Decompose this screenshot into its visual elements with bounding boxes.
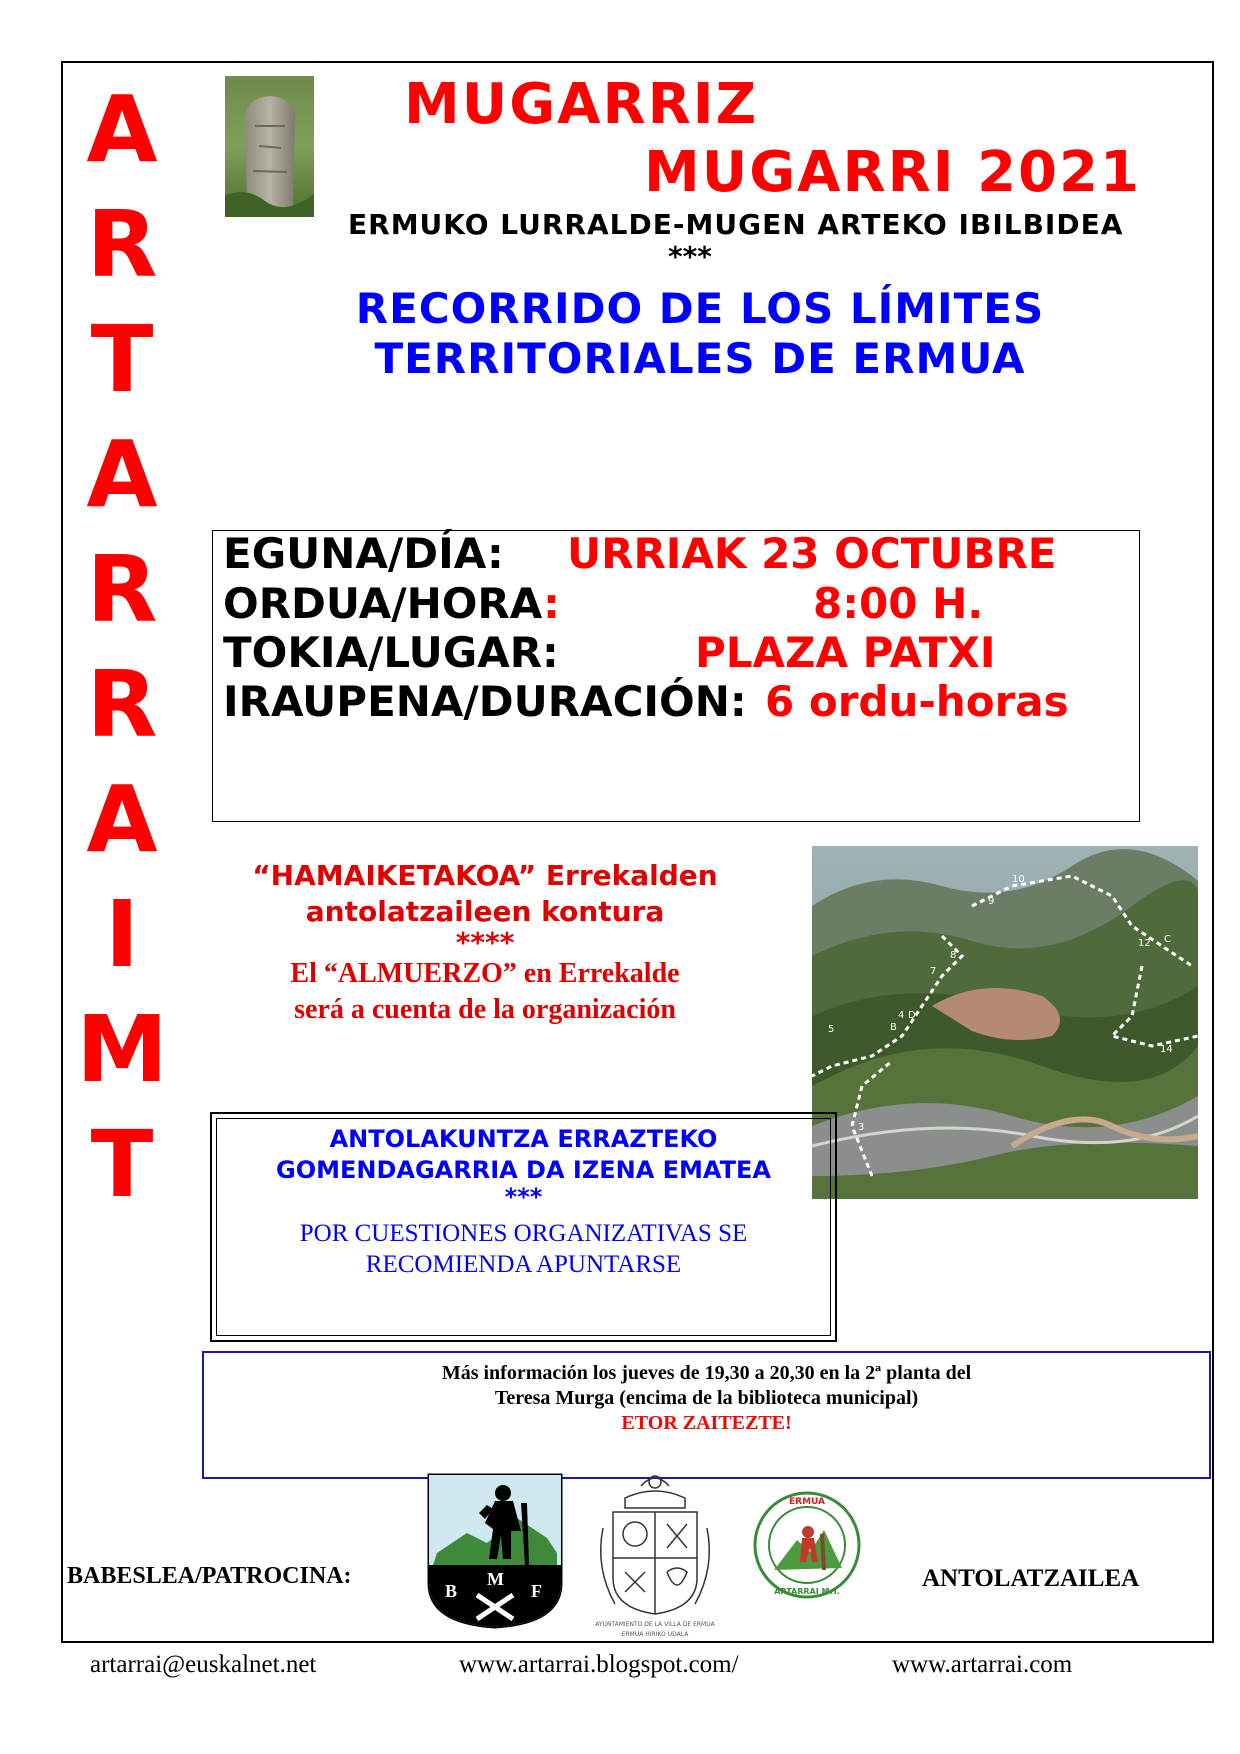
subtitle-basque: ERMUKO LURRALDE-MUGEN ARTEKO IBILBIDEA <box>348 208 1124 241</box>
vertical-letter: M <box>76 996 168 1103</box>
map-label: 12 <box>1138 938 1151 949</box>
time-colon: : <box>543 579 560 628</box>
registration-spanish-line: POR CUESTIONES ORGANIZATIVAS SE <box>299 1220 748 1247</box>
vertical-letter: A <box>86 766 158 873</box>
registration-spanish-line: RECOMIENDA APUNTARSE <box>365 1251 682 1278</box>
time-value: 8:00 H. <box>813 579 984 628</box>
place-row <box>223 628 996 677</box>
map-label: 9 <box>988 896 995 907</box>
registration-basque <box>212 1124 835 1211</box>
vertical-title-artarrai-mt <box>68 72 176 1222</box>
registration-basque-line: ANTOLAKUNTZA ERRAZTEKO <box>329 1125 718 1153</box>
route-map-image <box>812 846 1198 1199</box>
ermua-coat-of-arms <box>575 1468 735 1638</box>
more-info-box <box>202 1351 1211 1479</box>
footer-blog-link[interactable]: www.artarrai.blogspot.com/ <box>459 1651 739 1678</box>
ermua-logo-text: ERMUA <box>788 1497 826 1507</box>
lunch-basque-line: antolatzaileen kontura <box>305 895 665 928</box>
title-mugarriz: MUGARRIZ <box>404 72 759 137</box>
subtitle-spanish-line: TERRITORIALES DE ERMUA <box>374 334 1026 383</box>
event-info-box <box>212 530 1140 822</box>
map-label: 5 <box>828 1024 835 1035</box>
registration-separator: *** <box>504 1183 543 1211</box>
bmf-letter: F <box>531 1581 542 1601</box>
separator-stars: *** <box>668 240 712 273</box>
more-info-call: ETOR ZAITEZTE! <box>621 1412 792 1434</box>
more-info-line: Más información los jueves de 19,30 a 20,30 en la 2ª planta del <box>441 1362 972 1384</box>
boundary-stone-photo <box>225 76 314 217</box>
vertical-letter: R <box>86 651 158 758</box>
title-mugarri-2021: MUGARRI 2021 <box>644 140 1141 205</box>
footer-email[interactable]: artarrai@euskalnet.net <box>90 1651 317 1678</box>
lunch-spanish-line: El “ALMUERZO” en Errekalde <box>290 958 680 989</box>
vertical-letter: R <box>86 191 158 298</box>
registration-box <box>210 1112 837 1342</box>
duration-label: IRAUPENA/DURACIÓN: <box>223 677 747 726</box>
duration-value: 6 ordu-horas <box>765 677 1069 726</box>
time-label: ORDUA/HORA <box>223 579 544 628</box>
lunch-notice <box>220 858 750 1028</box>
map-label: 14 <box>1160 1044 1173 1055</box>
more-info-line: Teresa Murga (encima de la biblioteca municipal) <box>494 1387 919 1409</box>
lunch-spanish-line: será a cuenta de la organización <box>294 994 676 1025</box>
map-label: 8 <box>950 950 957 961</box>
map-label: 4 <box>898 1010 905 1021</box>
map-label: 7 <box>930 966 937 977</box>
date-label: EGUNA/DÍA: <box>223 529 504 578</box>
vertical-letter: A <box>86 76 158 183</box>
artarrai-round-logo <box>752 1490 862 1600</box>
map-label: 3 <box>858 1122 865 1133</box>
time-row <box>223 579 984 628</box>
place-label: TOKIA/LUGAR: <box>223 628 559 677</box>
map-label: 10 <box>1012 874 1025 885</box>
ayto-caption: AYUNTAMIENTO DE LA VILLA DE ERMUA <box>595 1621 715 1628</box>
ayto-caption: ERMUA HIRIKO UDALA <box>621 1631 689 1638</box>
date-row <box>223 529 1057 578</box>
organizer-label: ANTOLATZAILEA <box>922 1565 1140 1592</box>
subtitle-spanish <box>300 284 1100 384</box>
vertical-letter: I <box>104 881 140 988</box>
date-value: URRIAK 23 OCTUBRE <box>567 529 1057 578</box>
vertical-letter: A <box>86 421 158 528</box>
bmf-letter: M <box>487 1569 504 1589</box>
lunch-basque-line: “HAMAIKETAKOA” Errekalden <box>252 859 718 892</box>
vertical-letter: T <box>90 1111 154 1218</box>
lunch-separator: **** <box>455 926 515 959</box>
vertical-letter: T <box>90 306 154 413</box>
duration-row <box>223 677 1069 726</box>
sponsor-label: BABESLEA/PATROCINA: <box>67 1563 352 1589</box>
subtitle-spanish-line: RECORRIDO DE LOS LÍMITES <box>355 284 1045 333</box>
map-label: C <box>1164 934 1171 945</box>
bmf-logo <box>427 1473 563 1629</box>
bmf-letter: B <box>445 1581 458 1601</box>
place-value: PLAZA PATXI <box>695 628 996 677</box>
artarrai-logo-text: ARTARRAI M.T. <box>774 1587 840 1596</box>
footer-website-link[interactable]: www.artarrai.com <box>892 1651 1073 1678</box>
vertical-letter: R <box>86 536 158 643</box>
registration-spanish <box>212 1218 835 1280</box>
registration-basque-line: GOMENDAGARRIA DA IZENA EMATEA <box>276 1156 771 1184</box>
map-label: D <box>908 1010 916 1021</box>
map-label: B <box>890 1022 897 1033</box>
